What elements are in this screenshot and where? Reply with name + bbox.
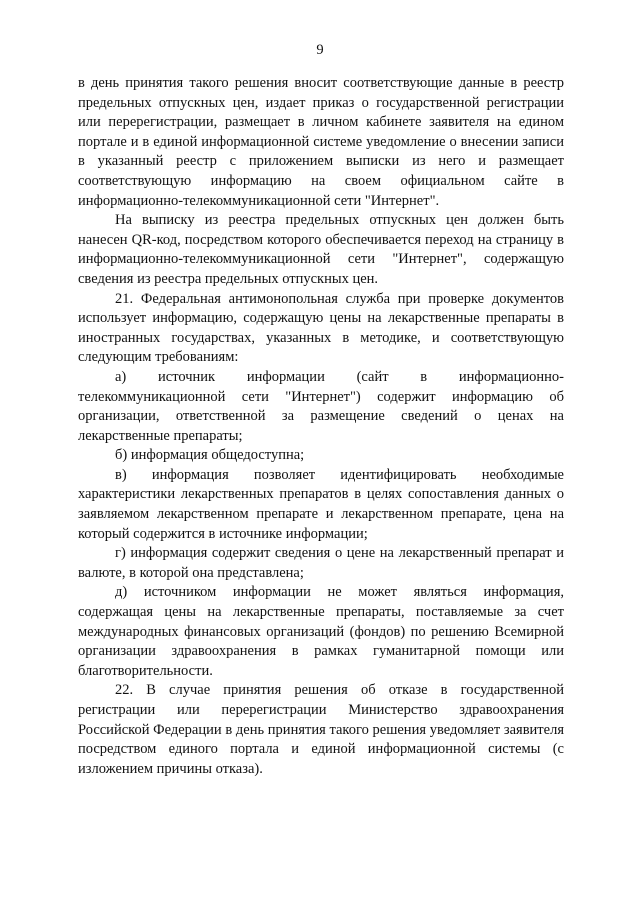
paragraph-item-v: в) информация позволяет идентифицировать необходимые характеристики лекарственных препаратов в целях сопоставления данных о заявляемом лекарственном препарате и лекарственном препарате, цена на который содержится в источнике информации; [78,466,564,542]
paragraph-qr-code: На выписку из реестра предельных отпускных цен должен быть нанесен QR-код, посредством которого обеспечивается переход на страницу в информационно-телекоммуникационной сети "Интернет", содержащую сведения из реестра предельных отпускных цен. [78,212,564,287]
paragraph-item-g: г) информация содержит сведения о цене на лекарственный препарат и валюте, в которой она представлена; [78,545,564,581]
paragraph-clause-22: 22. В случае принятия решения об отказе в государственной регистрации или перерегистрации Министерство здравоохранения Российской Федерации в день принятия такого решения уведомляет заявителя посредством единого портала и единой информационной системы (с изложением причины отказа). [78,682,564,777]
paragraph-continuation: в день принятия такого решения вносит соответствующие данные в реестр предельных отпускных цен, издает приказ о государственной регистрации или перерегистрации, размещает в личном кабинете заявителя на едином портале и в единой информационной системе уведомление о внесении записи в указанный реестр с приложением выписки из него и размещает соответствующую информацию на своем официальном сайте в информационно-телекоммуникационной сети "Интернет". [78,75,564,209]
page-number: 9 [316,42,324,58]
paragraph-item-b: б) информация общедоступна; [115,447,305,464]
document-body [78,74,564,779]
paragraph-item-a: а) источник информации (сайт в информационно-телекоммуникационной сети "Интернет") содержит информацию об организации, ответственной за размещение сведений о ценах на лекарственные препараты; [78,368,564,444]
paragraph-clause-21: 21. Федеральная антимонопольная служба при проверке документов использует информацию, содержащую цены на лекарственные препараты в иностранных государствах, указанных в методике, и соответствующую следующим требованиям: [78,290,564,366]
paragraph-item-d: д) источником информации не может являться информация, содержащая цены на лекарственные препараты, поставляемые за счет международных финансовых организаций (фондов) по решению Всемирной организации здравоохранения в рамках гуманитарной помощи или благотворительности. [78,584,564,679]
